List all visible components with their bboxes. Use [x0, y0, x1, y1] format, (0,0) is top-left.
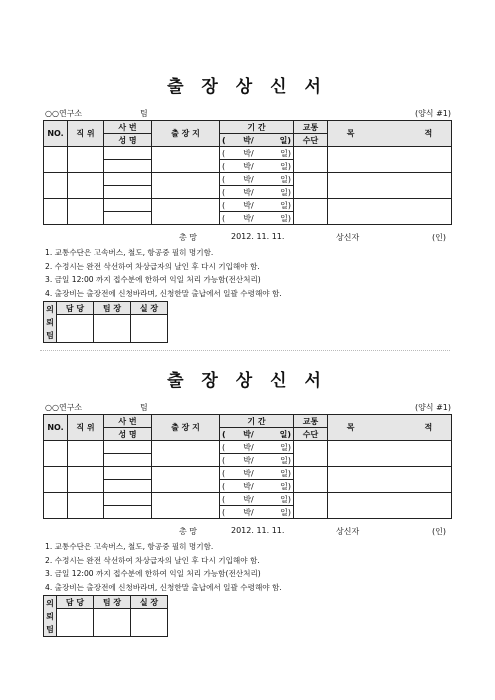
header-days: 일) [264, 428, 294, 441]
footer-seal: (인) [432, 233, 446, 242]
header-emp-no: 사 번 [104, 415, 152, 428]
cell-no[interactable] [44, 147, 68, 173]
form-header-line [43, 108, 451, 120]
form-number: (양식 #1) [414, 109, 451, 118]
cell-emp-no[interactable] [104, 441, 152, 454]
header-transport-2: 수단 [294, 428, 328, 441]
cell-nights[interactable]: 박/ [234, 147, 264, 160]
cell-days[interactable]: 일) [264, 173, 294, 186]
header-transport-2: 수단 [294, 134, 328, 147]
footer-date: 2012. 11. 11. [231, 526, 285, 535]
cell-destination[interactable] [152, 199, 220, 225]
header-nights: 박/ [234, 134, 264, 147]
signature-box[interactable] [57, 609, 94, 637]
cell-transport[interactable] [294, 147, 328, 173]
cell-no[interactable] [44, 173, 68, 199]
cell-transport[interactable] [294, 441, 328, 467]
cell-position[interactable] [68, 147, 104, 173]
header-nights: 박/ [234, 428, 264, 441]
cell-name[interactable] [104, 454, 152, 467]
cell-paren: ( [220, 454, 234, 467]
cell-purpose[interactable] [328, 441, 452, 467]
form-1 [43, 72, 451, 372]
note-item: 2. 수정시는 완전 삭선하여 차상급자의 날인 후 다시 기입해야 함. [45, 555, 260, 565]
header-no: NO. [44, 415, 68, 441]
notes-list [45, 246, 282, 300]
cell-emp-no[interactable] [104, 199, 152, 212]
cell-nights[interactable]: 박/ [234, 160, 264, 173]
cell-name[interactable] [104, 212, 152, 225]
cell-days[interactable]: 일) [264, 147, 294, 160]
cell-days[interactable]: 일) [264, 506, 294, 519]
cell-emp-no[interactable] [104, 147, 152, 160]
cell-destination[interactable] [152, 441, 220, 467]
form-2 [43, 366, 451, 666]
cell-days[interactable]: 일) [264, 467, 294, 480]
cell-paren: ( [220, 467, 234, 480]
cell-paren: ( [220, 441, 234, 454]
approval-role: 실 장 [131, 596, 168, 609]
cell-name[interactable] [104, 506, 152, 519]
approval-team-label: 의 뢰 팀 [44, 302, 57, 343]
header-position: 직 위 [68, 121, 104, 147]
cell-nights[interactable]: 박/ [234, 454, 264, 467]
note-item: 1. 교통수단은 고속버스, 철도, 항공중 필히 명기함. [45, 248, 214, 257]
header-purpose: 목 적 [328, 415, 452, 441]
cell-name[interactable] [104, 160, 152, 173]
cell-transport[interactable] [294, 467, 328, 493]
header-position: 직 위 [68, 415, 104, 441]
cell-transport[interactable] [294, 199, 328, 225]
cell-purpose[interactable] [328, 467, 452, 493]
approval-team-label: 의 뢰 팀 [44, 596, 57, 637]
cell-position[interactable] [68, 493, 104, 519]
signature-box[interactable] [57, 315, 94, 343]
footer-applicant: 상신자 [336, 233, 360, 242]
header-paren: ( [220, 428, 234, 441]
cell-destination[interactable] [152, 173, 220, 199]
cell-position[interactable] [68, 467, 104, 493]
note-item: 4. 출장비는 출장전에 신청바라며, 신청한말 출납에서 일괄 수령해야 함. [45, 288, 282, 298]
cell-paren: ( [220, 493, 234, 506]
approval-table [43, 595, 168, 637]
approval-role: 팀 장 [94, 302, 131, 315]
cell-days[interactable]: 일) [264, 199, 294, 212]
cell-paren: ( [220, 147, 234, 160]
note-item: 3. 금일 12:00 까지 접수분에 한하여 익일 처리 가능함(전산처리) [45, 275, 261, 284]
cell-purpose[interactable] [328, 493, 452, 519]
cell-nights[interactable]: 박/ [234, 493, 264, 506]
approval-table [43, 301, 168, 343]
header-name: 성 명 [104, 134, 152, 147]
header-transport: 교통 [294, 121, 328, 134]
note-item: 3. 금일 12:00 까지 접수분에 한하여 익일 처리 가능함(전산처리) [45, 569, 261, 578]
header-transport: 교통 [294, 415, 328, 428]
cell-nights[interactable]: 박/ [234, 506, 264, 519]
footer-seal: (인) [432, 527, 446, 536]
cell-emp-no[interactable] [104, 467, 152, 480]
cell-paren: ( [220, 212, 234, 225]
cell-paren: ( [220, 199, 234, 212]
cell-purpose[interactable] [328, 173, 452, 199]
footer-applicant: 상신자 [336, 527, 360, 536]
cell-purpose[interactable] [328, 199, 452, 225]
org-name: ○○연구소 [45, 403, 83, 412]
team-label: 팀 [140, 109, 148, 118]
cell-no[interactable] [44, 467, 68, 493]
cell-transport[interactable] [294, 173, 328, 199]
cell-emp-no[interactable] [104, 493, 152, 506]
cell-nights[interactable]: 박/ [234, 212, 264, 225]
form-title: 출 장 상 신 서 [167, 371, 327, 391]
cell-paren: ( [220, 506, 234, 519]
cell-nights[interactable]: 박/ [234, 480, 264, 493]
header-name: 성 명 [104, 428, 152, 441]
team-label: 팀 [140, 403, 148, 412]
notes-list [45, 540, 282, 594]
header-no: NO. [44, 121, 68, 147]
footer-date: 2012. 11. 11. [231, 232, 285, 241]
header-paren: ( [220, 134, 234, 147]
footer-label: 총 망 [179, 527, 197, 536]
approval-role: 실 장 [131, 302, 168, 315]
form-separator [40, 350, 450, 351]
cell-purpose[interactable] [328, 147, 452, 173]
cell-no[interactable] [44, 199, 68, 225]
cell-nights[interactable]: 박/ [234, 173, 264, 186]
cell-nights[interactable]: 박/ [234, 467, 264, 480]
form-footer [43, 526, 451, 538]
cell-days[interactable]: 일) [264, 480, 294, 493]
cell-days[interactable]: 일) [264, 493, 294, 506]
cell-paren: ( [220, 186, 234, 199]
header-days: 일) [264, 134, 294, 147]
cell-name[interactable] [104, 480, 152, 493]
cell-nights[interactable]: 박/ [234, 199, 264, 212]
header-period: 기 간 [220, 415, 294, 428]
form-title: 출 장 상 신 서 [167, 77, 327, 97]
cell-position[interactable] [68, 173, 104, 199]
header-destination: 출 장 지 [152, 121, 220, 147]
trip-table [43, 414, 452, 519]
header-destination: 출 장 지 [152, 415, 220, 441]
cell-days[interactable]: 일) [264, 454, 294, 467]
cell-transport[interactable] [294, 493, 328, 519]
header-period: 기 간 [220, 121, 294, 134]
cell-position[interactable] [68, 199, 104, 225]
signature-box[interactable] [131, 315, 168, 343]
cell-days[interactable]: 일) [264, 441, 294, 454]
cell-nights[interactable]: 박/ [234, 186, 264, 199]
cell-nights[interactable]: 박/ [234, 441, 264, 454]
form-number: (양식 #1) [414, 403, 451, 412]
cell-days[interactable]: 일) [264, 160, 294, 173]
cell-paren: ( [220, 160, 234, 173]
approval-role: 담 당 [57, 596, 94, 609]
form-header-line [43, 402, 451, 414]
cell-no[interactable] [44, 493, 68, 519]
org-name: ○○연구소 [45, 109, 83, 118]
note-item: 1. 교통수단은 고속버스, 철도, 항공중 필히 명기함. [45, 542, 214, 551]
trip-table [43, 120, 452, 225]
cell-paren: ( [220, 173, 234, 186]
cell-position[interactable] [68, 441, 104, 467]
cell-destination[interactable] [152, 467, 220, 493]
header-emp-no: 사 번 [104, 121, 152, 134]
cell-paren: ( [220, 480, 234, 493]
signature-box[interactable] [94, 315, 131, 343]
cell-destination[interactable] [152, 147, 220, 173]
cell-no[interactable] [44, 441, 68, 467]
form-footer [43, 232, 451, 244]
approval-role: 담 당 [57, 302, 94, 315]
approval-role: 팀 장 [94, 596, 131, 609]
note-item: 4. 출장비는 출장전에 신청바라며, 신청한말 출납에서 일괄 수령해야 함. [45, 582, 282, 592]
cell-days[interactable]: 일) [264, 212, 294, 225]
cell-name[interactable] [104, 186, 152, 199]
cell-destination[interactable] [152, 493, 220, 519]
header-purpose: 목 적 [328, 121, 452, 147]
signature-box[interactable] [131, 609, 168, 637]
cell-emp-no[interactable] [104, 173, 152, 186]
cell-days[interactable]: 일) [264, 186, 294, 199]
footer-label: 총 망 [179, 233, 197, 242]
note-item: 2. 수정시는 완전 삭선하여 차상급자의 날인 후 다시 기입해야 함. [45, 261, 260, 271]
signature-box[interactable] [94, 609, 131, 637]
